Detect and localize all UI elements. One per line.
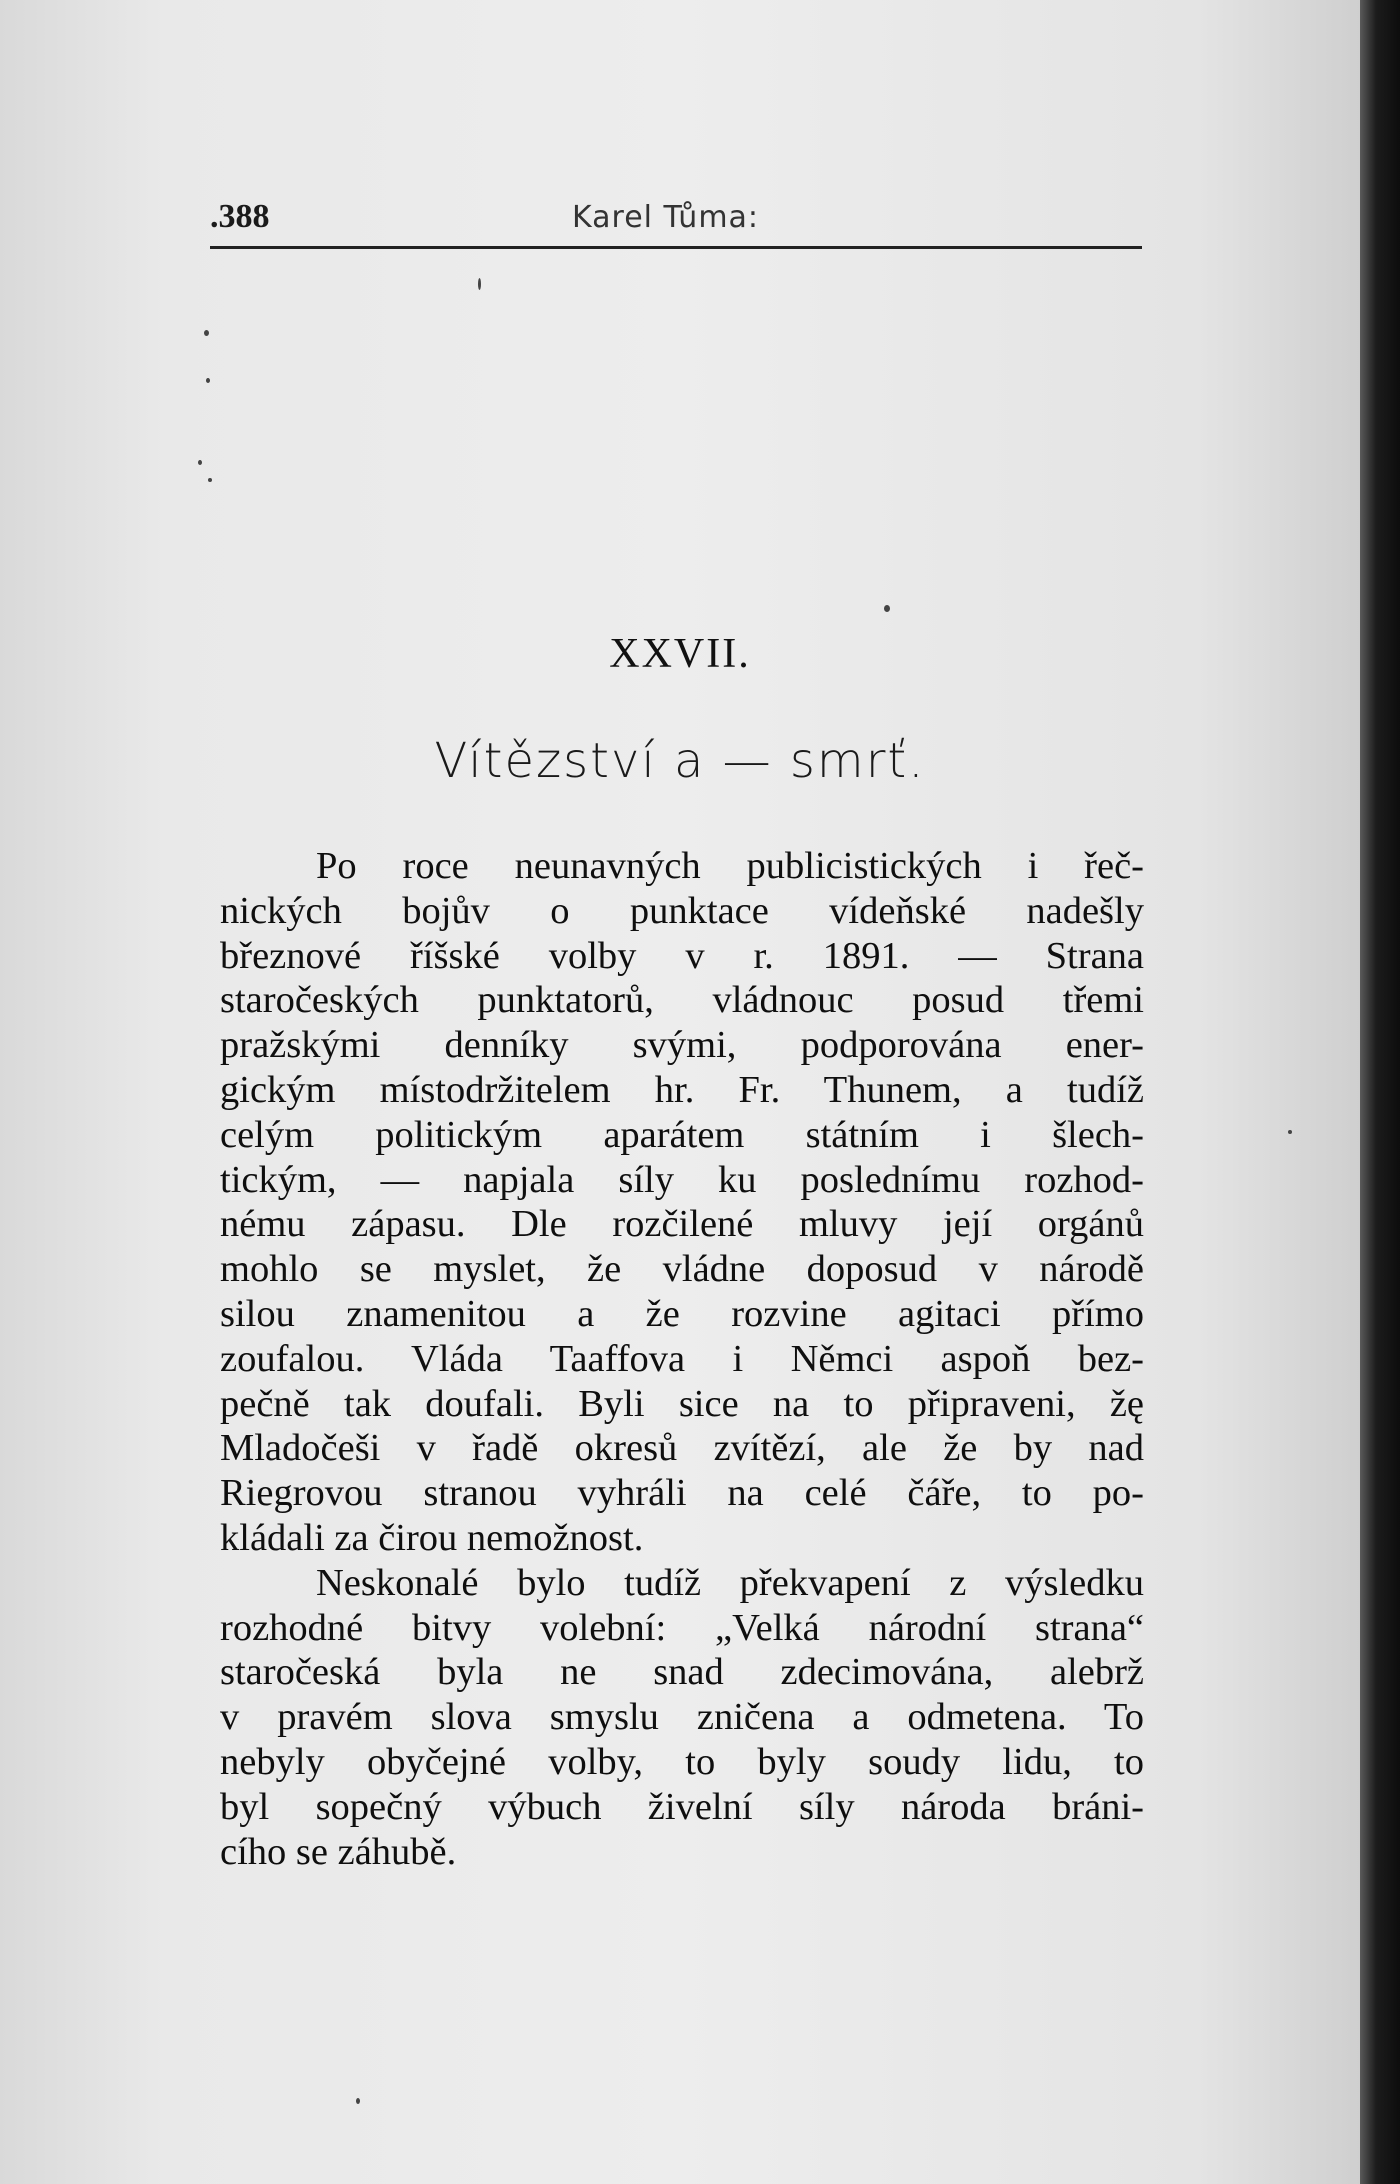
paragraph-1: [220, 844, 1144, 1561]
print-speck: [356, 2098, 360, 2104]
text-line: byl sopečný výbuch živelní síly národa bráni-: [220, 1785, 1144, 1828]
text-line: rozhodné bitvy volební: „Velká národní strana“: [220, 1606, 1144, 1649]
chapter-number: XXVII.: [609, 631, 751, 677]
page-header: [210, 196, 1142, 250]
text-line: kládali za čirou nemožnost.: [220, 1516, 644, 1559]
print-speck: [884, 605, 890, 612]
print-speck: [208, 478, 212, 482]
text-line: Mladočeši v řadě okresů zvítězí, ale že by nad: [220, 1427, 1144, 1470]
text-line: nému zápasu. Dle rozčilené mluvy její orgánů: [220, 1203, 1144, 1246]
page-edge-shadow: [1360, 0, 1400, 2184]
page-number: .388: [210, 198, 270, 235]
header-rule: [210, 246, 1142, 249]
running-head: Karel Tůma:: [572, 200, 760, 235]
text-line: nebyly obyčejné volby, to byly soudy lidu, to: [220, 1740, 1144, 1783]
text-line: zoufalou. Vláda Taaffova i Němci aspoň bez-: [220, 1337, 1144, 1380]
body-text: [220, 844, 1144, 1874]
text-line: celým politickým aparátem státním i šlech-: [220, 1113, 1144, 1156]
text-line: pečně tak doufali. Byli sice na to připraveni, žę: [220, 1382, 1144, 1425]
print-speck: [206, 378, 210, 383]
text-line: gickým místodržitelem hr. Fr. Thunem, a tudíž: [220, 1068, 1144, 1111]
chapter-title: Vítězství a — smrť.: [434, 733, 926, 789]
text-line: tickým, — napjala síly ku poslednímu rozhod-: [220, 1158, 1144, 1201]
print-speck: [1288, 1130, 1292, 1134]
text-line: cího se záhubě.: [220, 1830, 457, 1873]
text-line: pražskými denníky svými, podporována ener-: [220, 1024, 1144, 1067]
print-speck: [204, 330, 209, 336]
print-speck: [198, 460, 202, 465]
text-line: mohlo se myslet, že vládne doposud v národě: [220, 1248, 1144, 1291]
text-line: staročeská byla ne snad zdecimována, alebrž: [220, 1651, 1144, 1694]
text-line: Po roce neunavných publicistických i řeč-: [316, 845, 1144, 887]
print-speck: [478, 278, 481, 290]
text-line: nických bojův o punktace vídeňské nadešly: [220, 889, 1144, 932]
text-line: v pravém slova smyslu zničena a odmetena. To: [220, 1696, 1144, 1739]
text-line: březnové říšské volby v r. 1891. — Strana: [220, 934, 1144, 977]
text-line: staročeských punktatorů, vládnouc posud třemi: [220, 979, 1144, 1022]
text-line: Neskonalé bylo tudíž překvapení z výsledku: [316, 1561, 1144, 1604]
text-line: silou znamenitou a že rozvine agitaci přímo: [220, 1292, 1144, 1335]
text-line: Riegrovou stranou vyhráli na celé čáře, to po-: [220, 1472, 1144, 1515]
paragraph-2: [220, 1561, 1144, 1875]
